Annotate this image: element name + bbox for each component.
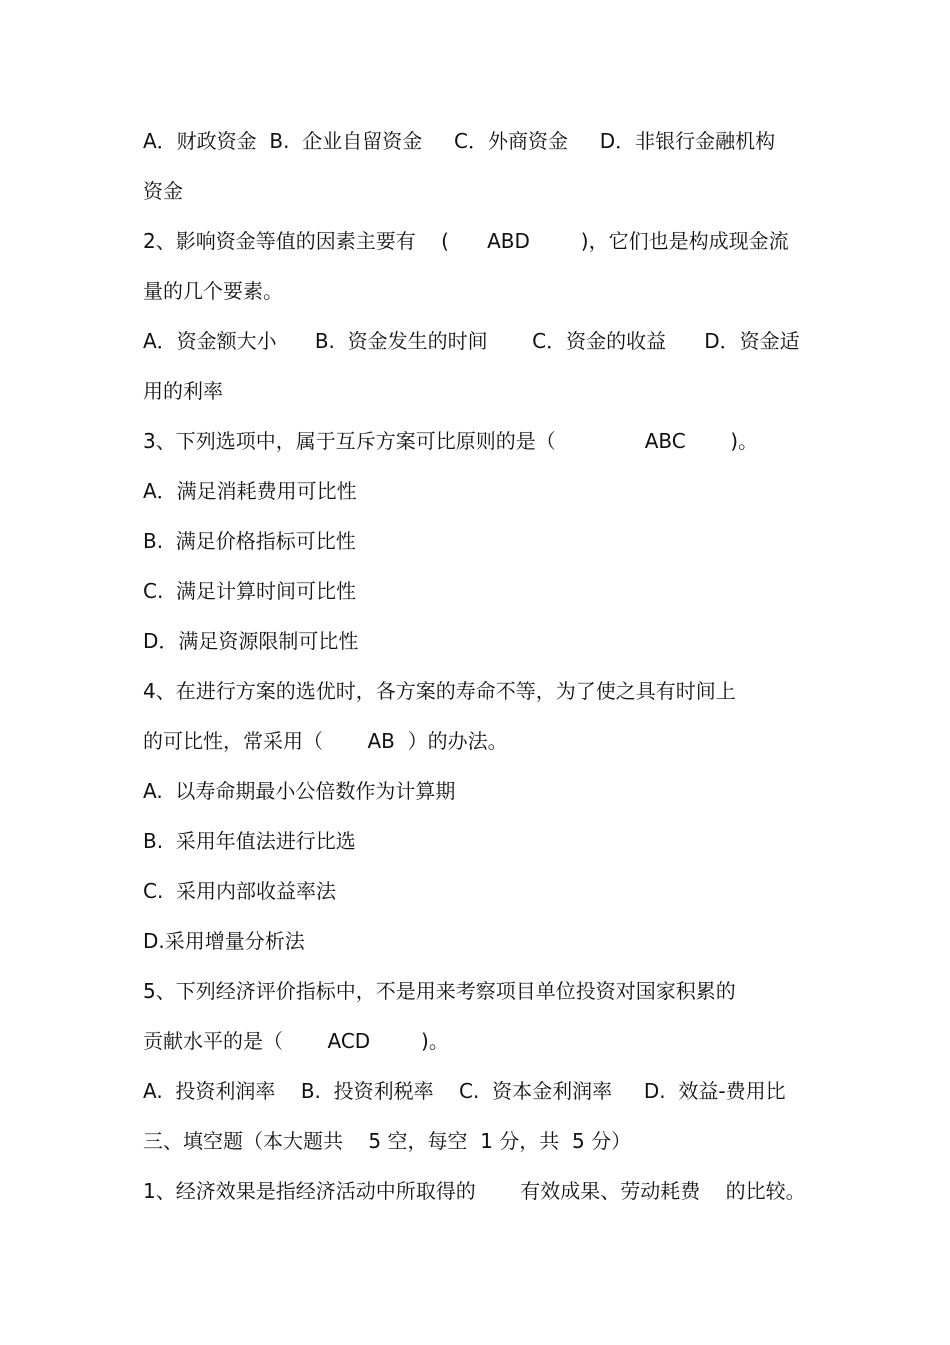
q3-option-d: D．满足资源限制可比性 bbox=[143, 629, 359, 653]
q2-options-line: A．资金额大小 B. 资金发生的时间 C．资金的收益 D．资金适 bbox=[143, 329, 800, 353]
q4-option-a: A. 以寿命期最小公倍数作为计算期 bbox=[143, 779, 456, 803]
section-heading-fill-blank: 三、填空题（本大题共 5 空，每空 1 分，共 5 分） bbox=[143, 1129, 632, 1153]
q2-options-line-cont: 用的利率 bbox=[143, 379, 223, 403]
q2-question-line: 2、影响资金等值的因素主要有 ( ABD )，它们也是构成现金流 bbox=[143, 229, 789, 253]
q1-options-line: A．财政资金 B. 企业自留资金 C．外商资金 D．非银行金融机构 bbox=[143, 129, 776, 153]
q5-question-line: 5、下列经济评价指标中，不是用来考察项目单位投资对国家积累的 bbox=[143, 979, 736, 1003]
q4-question-line: 4、在进行方案的选优时，各方案的寿命不等，为了使之具有时间上 bbox=[143, 679, 736, 703]
q5-question-line-cont: 贡献水平的是（ ACD )。 bbox=[143, 1029, 449, 1053]
q3-option-c: C. 满足计算时间可比性 bbox=[143, 579, 357, 603]
q2-question-line-cont: 量的几个要素。 bbox=[143, 279, 283, 303]
q3-option-a: A．满足消耗费用可比性 bbox=[143, 479, 357, 503]
q5-options-line: A. 投资利润率 B. 投资利税率 C. 资本金利润率 D. 效益-费用比 bbox=[143, 1079, 786, 1103]
q1-options-line-cont: 资金 bbox=[143, 179, 183, 203]
q4-option-b: B. 采用年值法进行比选 bbox=[143, 829, 356, 853]
q3-question-line: 3、下列选项中，属于互斥方案可比原则的是（ ABC )。 bbox=[143, 429, 759, 453]
fill-blank-q1: 1、经济效果是指经济活动中所取得的 有效成果、劳动耗费 的比较。 bbox=[143, 1179, 806, 1203]
q4-option-d: D.采用增量分析法 bbox=[143, 929, 305, 953]
q3-option-b: B. 满足价格指标可比性 bbox=[143, 529, 356, 553]
q4-question-line-cont: 的可比性，常采用（ AB ）的办法。 bbox=[143, 729, 508, 753]
q4-option-c: C. 采用内部收益率法 bbox=[143, 879, 337, 903]
